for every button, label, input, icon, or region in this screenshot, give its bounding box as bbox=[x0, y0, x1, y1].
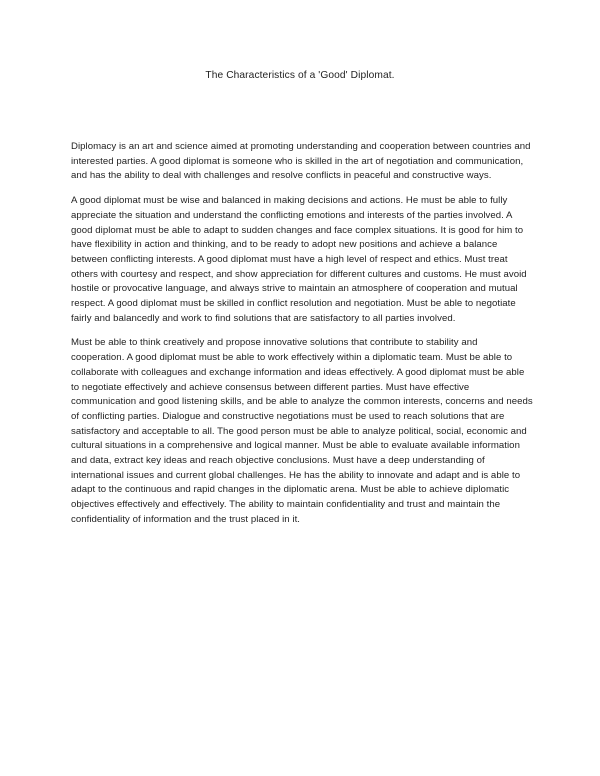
paragraph-skills: Must be able to think creatively and propose innovative solutions that contribute to stability and cooperation. A good diplomat must be able to work effectively within a diplomatic team. Must be able to collaborate with colleagues and exchange information and ideas effectively. A good diplomat must be able to negotiate effectively and achieve consensus between different parties. Must have effective communication and good listening skills, and be able to analyze the common interests, concerns and needs of conflicting parties. Dialogue and constructive negotiations must be used to reach solutions that are satisfactory and acceptable to all. The good person must be able to analyze political, social, economic and cultural situations in a comprehensive and logical manner. Must be able to evaluate available information and data, extract key ideas and reach objective conclusions. Must have a deep understanding of international issues and current global challenges. He has the ability to innovate and adapt and is able to adapt to the continuous and rapid changes in the diplomatic arena. Must be able to achieve diplomatic objectives effectively and effectively. The ability to maintain confidentiality and trust and maintain the confidentiality of information and the trust placed in it. bbox=[71, 337, 533, 525]
paragraph-qualities: A good diplomat must be wise and balanced in making decisions and actions. He must be able to fully appreciate the situation and understand the conflicting emotions and interests of the parties involved. A good diplomat must be able to adapt to sudden changes and face complex situations. It is good for him to have flexibility in action and thinking, and to be ready to adopt new positions and achieve a balance between conflicting interests. A good diplomat must have a high level of respect and ethics. Must treat others with courtesy and respect, and show appreciation for different cultures and customs. He must avoid hostile or provocative language, and always strive to maintain an atmosphere of cooperation and mutual respect. A good diplomat must be skilled in conflict resolution and negotiation. Must be able to negotiate fairly and balancedly and work to find solutions that are satisfactory to all parties involved. bbox=[71, 195, 527, 324]
document-body bbox=[71, 140, 533, 538]
document-title: The Characteristics of a 'Good' Diplomat. bbox=[205, 70, 395, 81]
paragraph-intro: Diplomacy is an art and science aimed at promoting understanding and cooperation between countries and interested parties. A good diplomat is someone who is skilled in the art of negotiation and communication, and has the ability to deal with challenges and resolve conflicts in peaceful and constructive ways. bbox=[71, 141, 531, 182]
